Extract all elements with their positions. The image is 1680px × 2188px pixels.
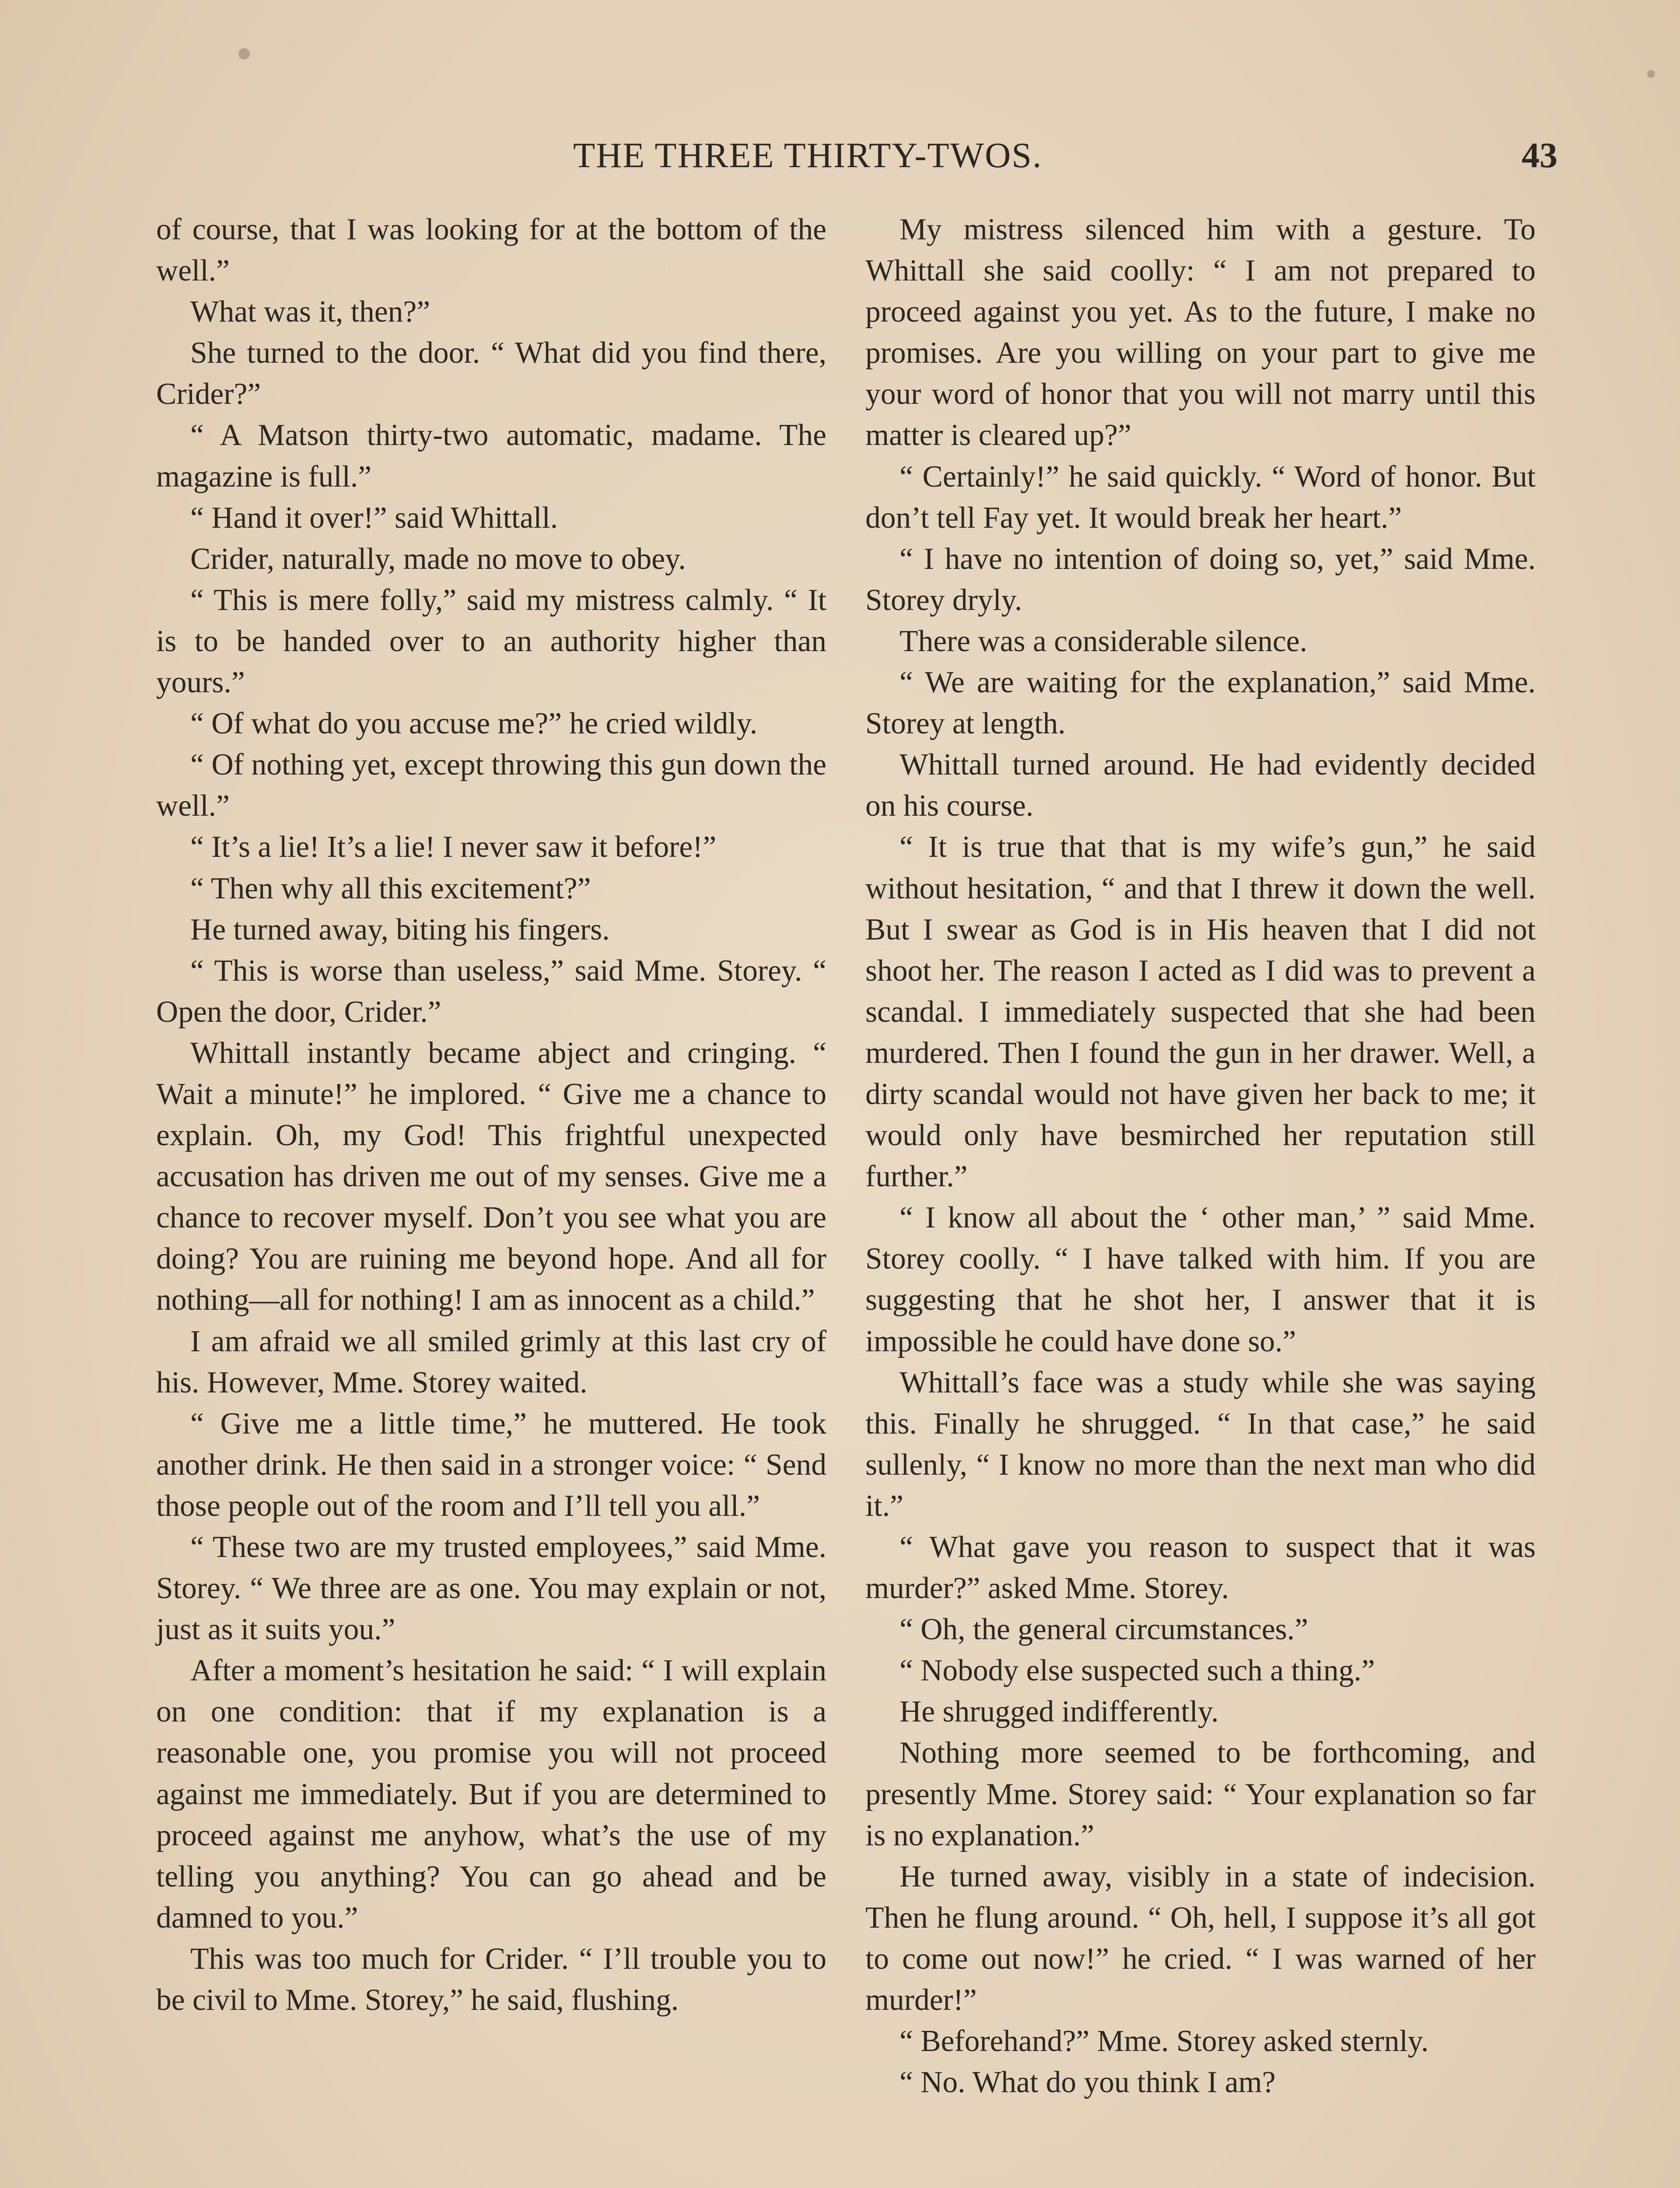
paragraph: She turned to the door. “ What did you find there, Crider?” — [156, 336, 826, 411]
paragraph: There was a considerable silence. — [900, 624, 1308, 658]
paragraph: “ Of what do you accuse me?” he cried wildly. — [190, 707, 758, 741]
paragraph: After a moment’s hesitation he said: “ I will explain on one condition: that if my explanation is a reasonable one, you promise you will not proceed against me immediately. But if you are determined to proceed against me anyhow, what’s the use of my telling you anything? You can go ahead and be damned to you.” — [156, 1654, 826, 1935]
paragraph: “ Beforehand?” Mme. Storey asked sternly. — [900, 2024, 1429, 2058]
paragraph: “ Then why all this excitement?” — [190, 871, 591, 905]
paragraph: “ What gave you reason to suspect that it was murder?” asked Mme. Storey. — [865, 1530, 1536, 1606]
text-column-right — [865, 209, 1536, 2103]
paragraph: “ These two are my trusted employees,” said Mme. Storey. “ We three are as one. You may explain or not, just as it suits you.” — [156, 1530, 826, 1647]
paragraph: What was it, then?” — [190, 295, 430, 329]
paragraph: I am afraid we all smiled grimly at this last cry of his. However, Mme. Storey waited. — [156, 1324, 826, 1399]
paragraph: “ This is worse than useless,” said Mme. Storey. “ Open the door, Crider.” — [156, 954, 826, 1029]
paragraph: “ Hand it over!” said Whittall. — [190, 501, 558, 535]
paragraph: Whittall instantly became abject and cringing. “ Wait a minute!” he implored. “ Give me a chance to explain. Oh, my God! This frightful unexpected accusation has driven me out of my senses. Give me a chance to recover myself. Don’t you see what you are doing? You are ruining me beyond hope. And all for nothing—all for nothing! I am as innocent as a child.” — [156, 1036, 826, 1317]
paragraph: “ No. What do you think I am? — [900, 2065, 1276, 2100]
paragraph: “ Oh, the general circumstances.” — [900, 1613, 1308, 1647]
page-number: 43 — [1522, 135, 1558, 175]
paragraph: He turned away, visibly in a state of indecision. Then he flung around. “ Oh, hell, I suppose it’s all got to come out now!” he cried. “ I was warned of her murder!” — [865, 1859, 1536, 2017]
paper-speck — [1647, 70, 1655, 78]
paragraph: “ Of nothing yet, except throwing this gun down the well.” — [156, 748, 826, 823]
paragraph: “ I have no intention of doing so, yet,” said Mme. Storey dryly. — [865, 542, 1536, 617]
paragraph: “ We are waiting for the explanation,” said Mme. Storey at length. — [865, 666, 1536, 741]
paragraph: Whittall turned around. He had evidently decided on his course. — [865, 748, 1536, 823]
paragraph: “ Nobody else suspected such a thing.” — [900, 1654, 1375, 1688]
paragraph: He shrugged indifferently. — [900, 1695, 1219, 1729]
paragraph: of course, that I was looking for at the bottom of the well.” — [156, 213, 826, 288]
paragraph: “ Give me a little time,” he muttered. He took another drink. He then said in a stronger voice: “ Send those people out of the room and I’ll tell you all.” — [156, 1406, 826, 1523]
page-header — [573, 131, 1558, 179]
paragraph: “ Certainly!” he said quickly. “ Word of honor. But don’t tell Fay yet. It would break her heart.” — [865, 459, 1536, 535]
paper-speck — [238, 48, 250, 60]
paragraph: My mistress silenced him with a gesture. To Whittall she said coolly: “ I am not prepared to proceed against you yet. As to the future, I make no promises. Are you willing on your part to give me your word of honor that you will not marry until this matter is cleared up?” — [865, 213, 1536, 452]
paragraph: “ A Matson thirty-two automatic, madame. The magazine is full.” — [156, 418, 826, 494]
paragraph: “ I know all about the ‘ other man,’ ” said Mme. Storey coolly. “ I have talked with him. If you are suggesting that he shot her, I answer that it is impossible he could have done so.” — [865, 1201, 1536, 1358]
paragraph: This was too much for Crider. “ I’ll trouble you to be civil to Mme. Storey,” he said, flushing. — [156, 1942, 826, 2017]
paragraph: “ It is true that that is my wife’s gun,” he said without hesitation, “ and that I threw it down the well. But I swear as God is in His heaven that I did not shoot her. The reason I acted as I did was to prevent a scandal. I immediately suspected that she had been murdered. Then I found the gun in her drawer. Well, a dirty scandal would not have given her back to me; it would only have besmirched her reputation still further.” — [865, 830, 1536, 1194]
text-column-left — [156, 209, 826, 2021]
paragraph: “ It’s a lie! It’s a lie! I never saw it before!” — [190, 830, 717, 864]
running-head: THE THREE THIRTY-TWOS. — [573, 135, 1043, 175]
paragraph: Nothing more seemed to be forthcoming, and presently Mme. Storey said: “ Your explanation so far is no explanation.” — [865, 1736, 1536, 1852]
paragraph: He turned away, biting his fingers. — [190, 912, 610, 947]
paragraph: Whittall’s face was a study while she was saying this. Finally he shrugged. “ In that case,” he said sullenly, “ I know no more than the next man who did it.” — [865, 1365, 1536, 1523]
paragraph: Crider, naturally, made no move to obey. — [190, 542, 686, 576]
paragraph: “ This is mere folly,” said my mistress calmly. “ It is to be handed over to an authority higher than yours.” — [156, 583, 826, 700]
